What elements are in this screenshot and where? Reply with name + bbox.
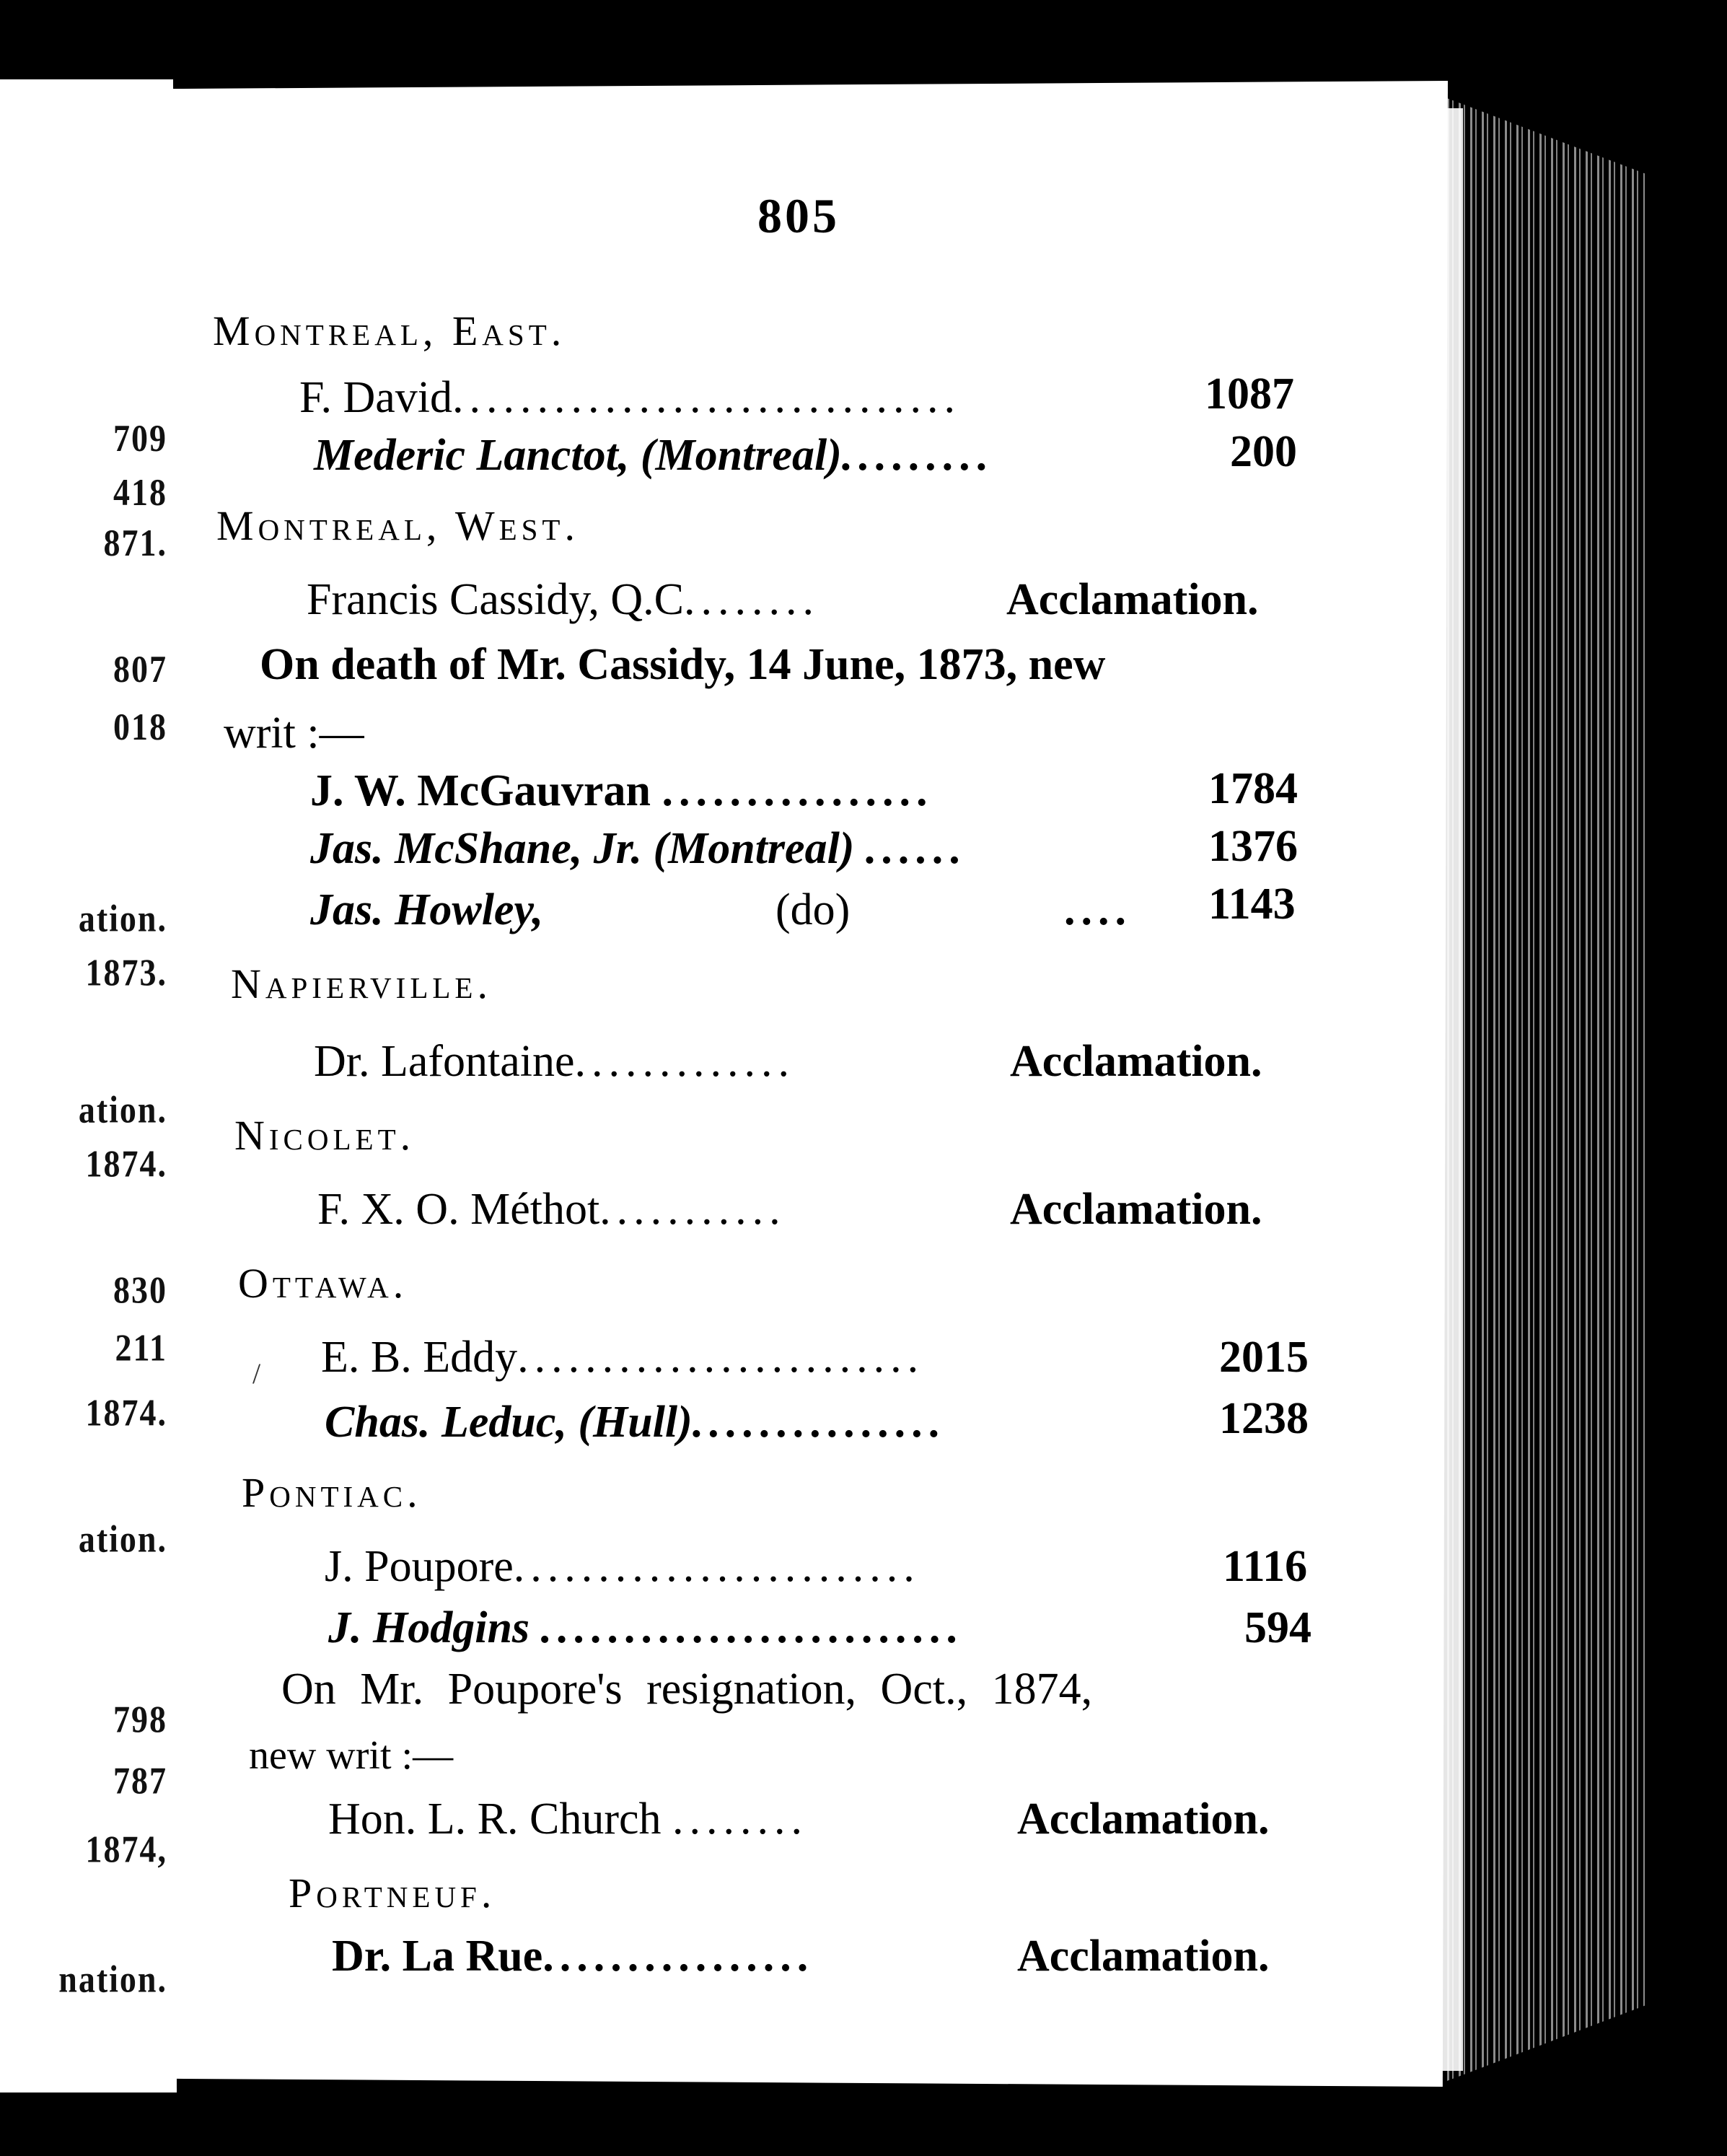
candidate-name	[328, 1605, 964, 1650]
margin-number: 787	[113, 1759, 167, 1802]
candidate-name-text: Dr. La Rue	[332, 1932, 543, 1981]
candidate-name	[328, 1795, 809, 1844]
candidate-name	[310, 768, 933, 813]
margin-number: 018	[113, 706, 167, 748]
margin-number: 709	[113, 417, 167, 460]
margin-number: 871.	[103, 522, 167, 564]
candidate-name	[321, 1335, 924, 1380]
vote-count: 200	[1230, 427, 1297, 476]
leader-dots: ...............	[692, 1398, 947, 1447]
leader-dots: ....	[1064, 885, 1132, 934]
note-text: On death of Mr. Cassidy, 14 June, 1873, new	[260, 640, 1106, 689]
candidate-name	[317, 1187, 786, 1232]
section-heading: Montreal, West.	[216, 502, 579, 549]
vote-count: 1784	[1208, 764, 1298, 813]
section-heading: Portneuf.	[289, 1870, 496, 1916]
margin-number: 1873.	[85, 951, 167, 994]
candidate-name-text: Jas. Howley,	[310, 885, 544, 934]
leader-dots: .........	[841, 431, 995, 480]
result-acclamation: Acclamation.	[1017, 1932, 1270, 1981]
margin-number: nation.	[58, 1958, 167, 2000]
candidate-name-text: J. Hodgins	[328, 1603, 530, 1652]
margin-number: ation.	[78, 897, 167, 939]
margin-number: 418	[113, 471, 167, 514]
candidate-name	[307, 577, 819, 622]
result-acclamation: Acclamation.	[1017, 1795, 1270, 1844]
note-text: writ :—	[224, 709, 364, 758]
margin-number: 830	[113, 1268, 167, 1311]
leader-dots: ................	[542, 1932, 814, 1981]
candidate-name-text: Francis Cassidy, Q.C	[307, 575, 684, 624]
margin-number: ation.	[78, 1088, 167, 1131]
margin-number: 211	[115, 1326, 167, 1369]
vote-count: 1238	[1219, 1394, 1309, 1443]
candidate-name	[332, 1932, 814, 1981]
candidate-name-text: Mederic Lanctot, (Montreal)	[314, 431, 842, 480]
candidate-name	[314, 433, 994, 478]
leader-dots: ........................	[517, 1333, 925, 1382]
section-heading: Montreal, East.	[213, 307, 566, 354]
leader-dots: ........................	[513, 1542, 920, 1591]
section-heading: Ottawa.	[238, 1260, 408, 1307]
leader-dots: .........................	[540, 1603, 965, 1652]
section-heading: Napierville.	[231, 960, 492, 1007]
leader-dots: ................	[662, 766, 933, 815]
vote-count: 594	[1244, 1603, 1311, 1652]
candidate-name-text: J. Poupore	[325, 1542, 514, 1591]
vote-count: 1116	[1223, 1542, 1308, 1591]
margin-number: 807	[113, 648, 167, 691]
candidate-name	[310, 885, 544, 934]
leader-dots: ...........	[599, 1185, 786, 1234]
candidate-name	[299, 375, 961, 420]
margin-number: 1874,	[85, 1828, 167, 1870]
leader-dots: ..............................	[452, 373, 962, 422]
candidate-name	[314, 1039, 795, 1084]
location-note: (do)	[775, 885, 851, 934]
section-heading: Pontiac.	[242, 1469, 422, 1516]
leader-dots: .............	[574, 1037, 796, 1086]
margin-number: ation.	[78, 1517, 167, 1560]
leader-dots: ........	[672, 1795, 809, 1844]
candidate-name-text: Hon. L. R. Church	[328, 1795, 662, 1844]
margin-number: 1874.	[85, 1391, 167, 1434]
candidate-name	[325, 1544, 920, 1589]
vote-count: 1143	[1208, 880, 1296, 929]
note-text: On Mr. Poupore's resignation, Oct., 1874,	[281, 1665, 1093, 1714]
result-acclamation: Acclamation.	[1006, 575, 1259, 624]
result-acclamation: Acclamation.	[1010, 1037, 1262, 1086]
page-number: 805	[757, 188, 840, 243]
candidate-name-text: Jas. McShane, Jr. (Montreal)	[310, 824, 855, 873]
margin-number: 1874.	[85, 1142, 167, 1185]
vote-count: 2015	[1219, 1333, 1309, 1382]
candidate-name-text: E. B. Eddy	[321, 1333, 518, 1382]
candidate-name	[310, 826, 967, 871]
book-edge	[1436, 94, 1645, 2085]
section-heading: Nicolet.	[234, 1112, 416, 1159]
candidate-name-text: Chas. Leduc, (Hull)	[325, 1398, 693, 1447]
vote-count: 1087	[1205, 369, 1294, 419]
candidate-name	[325, 1400, 946, 1445]
result-acclamation: Acclamation.	[1010, 1185, 1262, 1234]
leader-dots: ........	[683, 575, 819, 624]
candidate-name-text: F. David	[299, 373, 453, 422]
candidate-name-text: F. X. O. Méthot	[317, 1185, 600, 1234]
note-text: new writ :—	[249, 1733, 454, 1778]
candidate-name-text: J. W. McGauvran	[310, 766, 651, 815]
pencil-mark: /	[252, 1357, 261, 1390]
margin-number: 798	[113, 1698, 167, 1740]
candidate-name-text: Dr. Lafontaine	[314, 1037, 575, 1086]
leader-dots: ......	[865, 824, 967, 873]
vote-count: 1376	[1208, 822, 1298, 871]
